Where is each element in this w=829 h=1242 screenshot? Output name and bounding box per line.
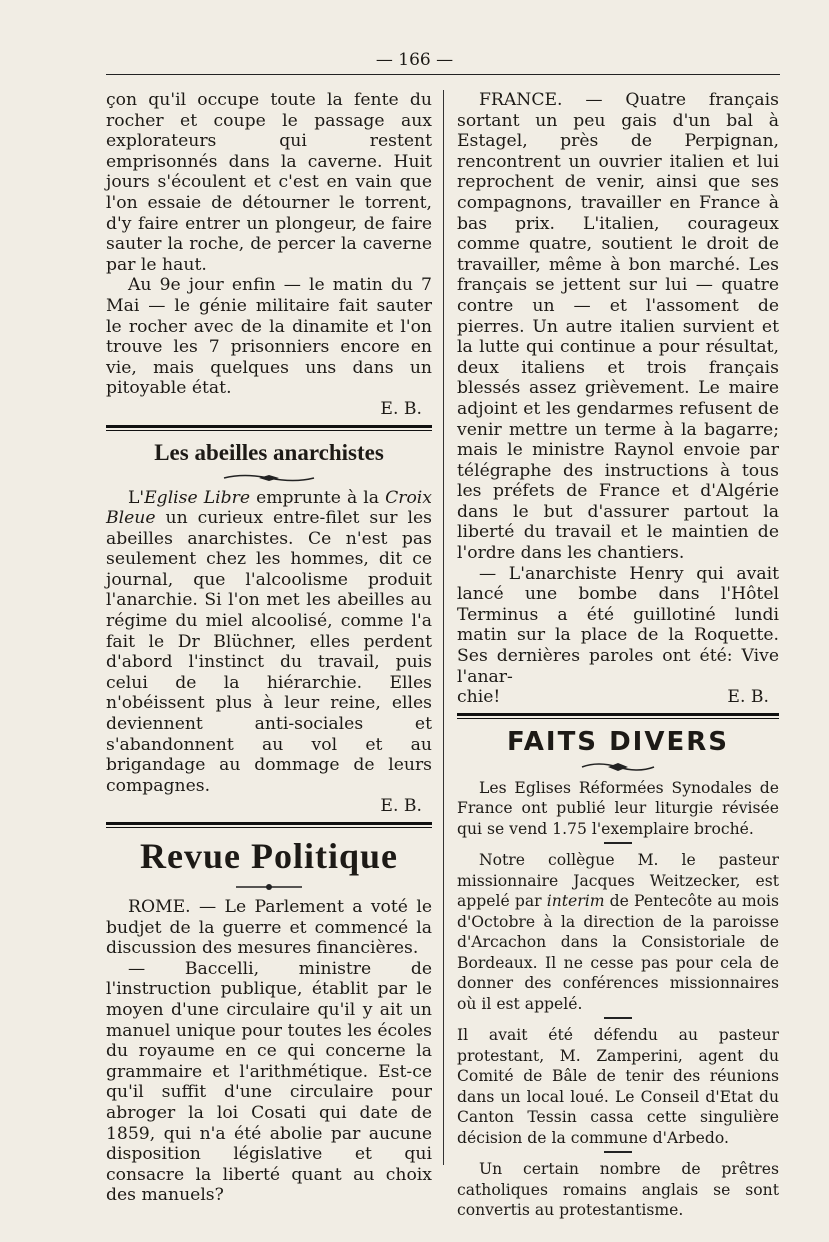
abeilles-paragraph: L'Eglise Libre emprunte à la Croix Bleue un curieux entre-filet sur les abeilles anarchistes. Ce n'est pas seulement chez les hommes, dit ce journal, que l'alcoolisme produit l'anarchie. Si l'on met les abeilles au régime du miel alcoolisé, comme l'a fait le Dr Blüchner, elles perdent d'abord l'instinct du travail, puis celui de la hiérarchie. Elles n'obéissent plus à leur reine, elles deviennent anti-sociales et s'abandonnent au vol et au brigandage au dommage de leurs compagnes. [106,487,432,796]
continuation-paragraph-2: Au 9e jour enfin — le matin du 7 Mai — le génie militaire fait sauter le rocher avec de la dinamite et l'on trouve les 7 prisonniers encore en vie, mais quelques uns dans un pitoyable état. [106,275,432,399]
faits-paragraph-4: Un certain nombre de prêtres catholiques romains anglais se sont convertis au protestantisme. [457,1160,779,1220]
section-title-abeilles: Les abeilles anarchistes [154,439,384,465]
separator [604,842,632,844]
signature-line: chie! E. B. [457,687,769,708]
section-title-faits-divers: FAITS DIVERS [507,726,729,757]
double-rule [457,713,779,719]
double-rule [106,822,432,828]
henry-paragraph: — L'anarchiste Henry qui avait lancé une bombe dans l'Hôtel Terminus a été guillotiné lundi matin sur la place de la Roquette. Ses dernières paroles ont été: Vive l'anar- [457,563,779,687]
double-rule [106,425,432,431]
revue-paragraph-1: ROME. — Le Parlement a voté le budjet de la guerre et commencé la discussion des mesures financières. [106,897,432,959]
france-paragraph: FRANCE. — Quatre français sortant un peu gais d'un bal à Estagel, près de Perpignan, rencontrent un ouvrier italien et lui reprochent de venir, ainsi que ses compagnons, travailler en France à bas prix. L'italien, courageux comme quatre, soutient le droit de travailler, même à bon marché. Les français se jettent sur lui — quatre contre un — et l'assoment de pierres. Un autre italien survient et la lutte qui continue a pour résultat, deux italiens et trois français blessés assez grièvement. Le maire adjoint et les gendarmes refusent de venir mettre un terme à la bagarre; mais le ministre Raynol envoie par télégraphe des instructions à tous les préfets de France et d'Algérie dans le but d'assurer partout la liberté du travail et le maintien de l'ordre dans les chantiers. [457,90,779,564]
revue-paragraph-2: — Baccelli, ministre de l'instruction publique, établit par le moyen d'une circulaire qu'il y ait un manuel unique pour toutes les écoles du royaume en ce qui concerne la grammaire et l'arithmétique. Est-ce qu'il suffit d'une circulaire pour abroger la loi Cosati qui date de 1859, qui n'a été abolie par aucune disposition législative et qui consacre la liberté quant au choix des manuels? [106,958,432,1206]
top-rule [106,74,780,75]
signature: E. B. [380,796,422,817]
continuation-paragraph: çon qu'il occupe toute la fente du rocher et coupe le passage aux explorateurs qui restent emprisonnés dans la caverne. Huit jours s'écoulent et c'est en vain que l'on essaie de détourner le torrent, d'y faire entrer un plongeur, de faire sauter la roche, de percer la caverne par le haut. [106,90,432,275]
faits-paragraph-2: Notre collègue M. le pasteur missionnaire Jacques Weitzecker, est appelé par interim de Pentecôte au mois d'Octobre à la direction de la paroisse d'Arcachon dans la Consistoriale de Bordeaux. Il ne cesse pas pour cela de donner des conférences missionnaires où il est appelé. [457,851,780,1013]
right-column [457,90,779,1221]
faits-paragraph-1: Les Eglises Réformées Synodales de France ont publié leur liturgie révisée qui se vend 1.75 l'exemplaire broché. [457,778,779,838]
title-ornament [457,758,779,774]
section-title-revue: Revue Politique [140,836,398,876]
faits-paragraph-3: Il avait été défendu au pasteur protestant, M. Zamperini, agent du Comité de Bâle de tenir des réunions dans un local loué. Le Conseil d'Etat du Canton Tessin cassa cette singulière décision de la commune d'Arbedo. [457,1026,779,1147]
signature: E. B. [380,398,422,419]
title-ornament [106,877,432,893]
page-number: — 166 — [375,50,454,70]
left-column [106,90,432,1206]
column-divider [443,90,444,1165]
separator [604,1151,632,1153]
separator [604,1017,632,1019]
title-ornament [106,468,432,484]
